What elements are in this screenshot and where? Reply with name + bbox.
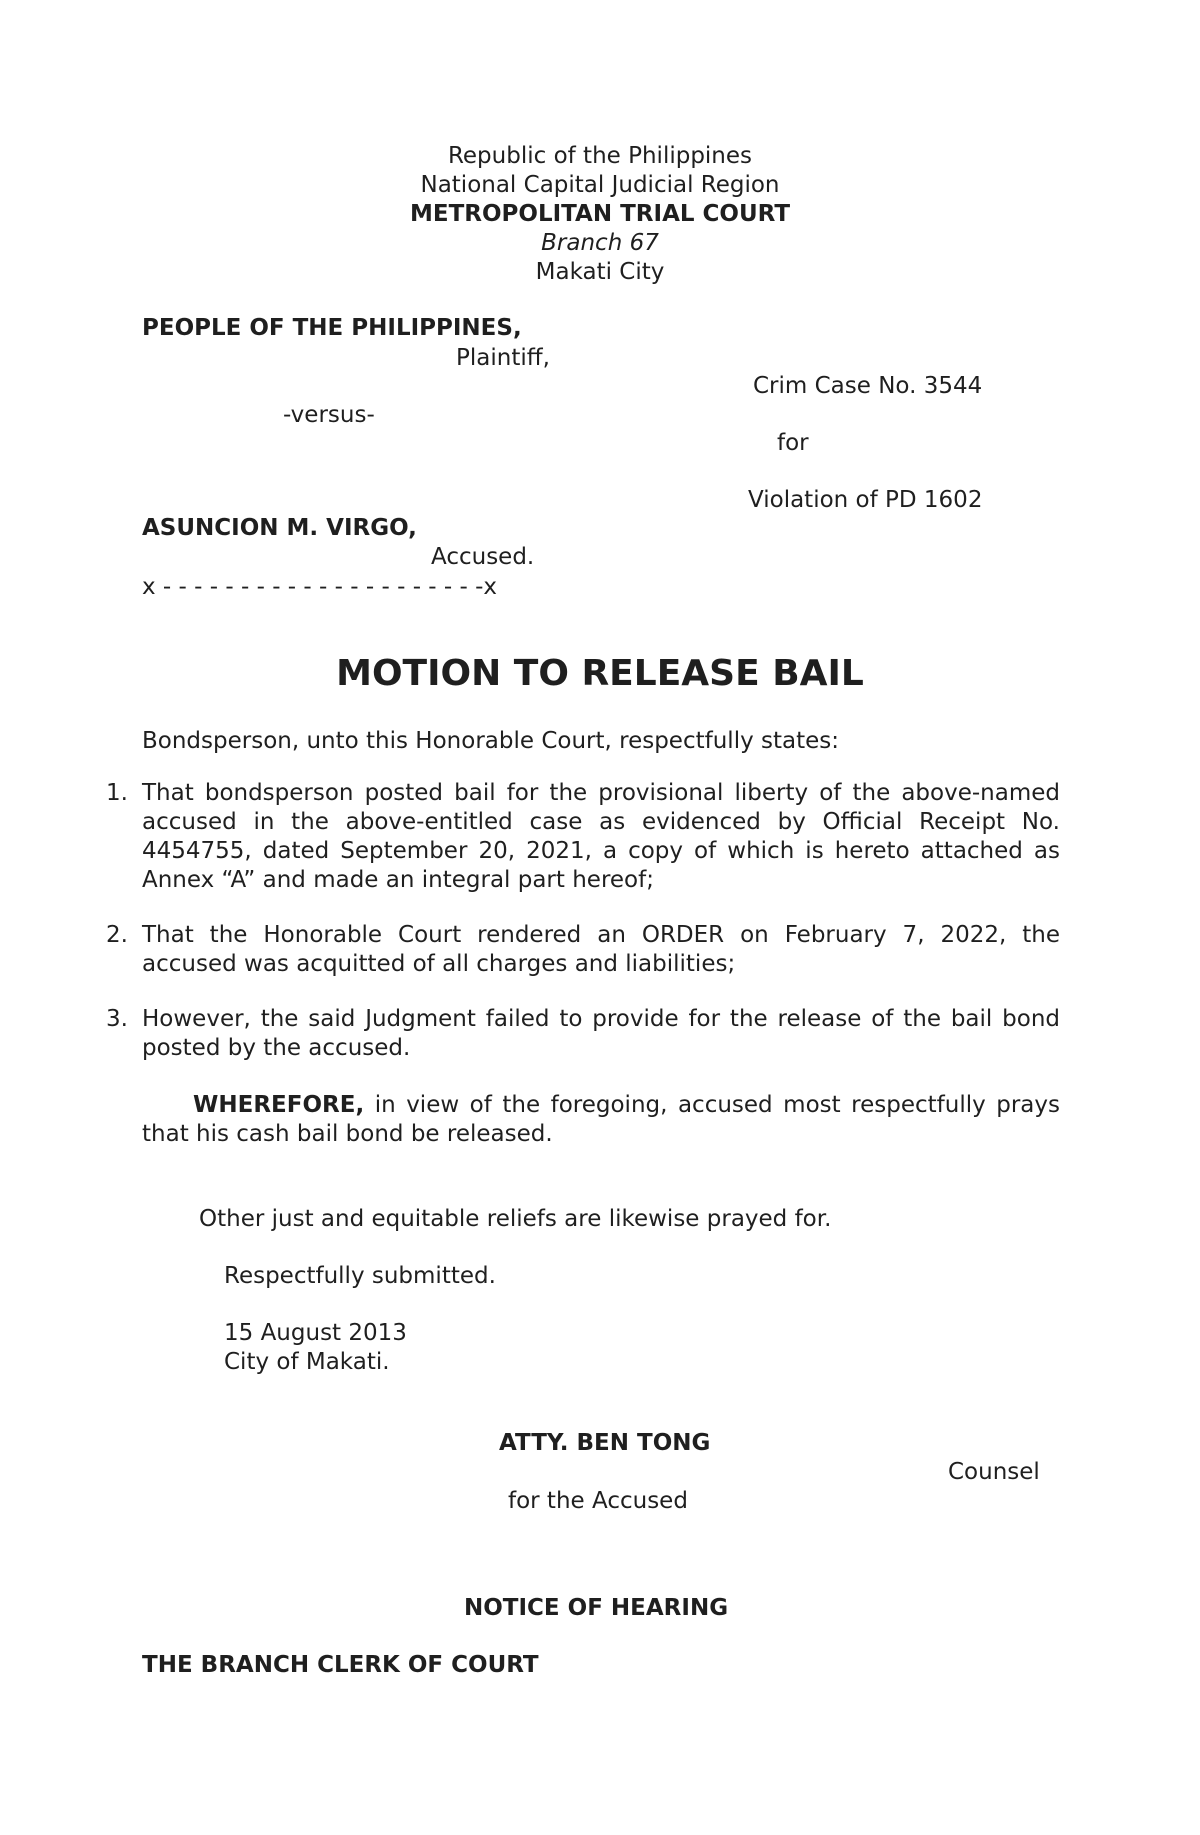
- header-branch: Branch 67: [541, 230, 659, 256]
- item-number: 1.: [106, 780, 128, 806]
- versus-label: -versus-: [283, 402, 375, 428]
- item-number: 2.: [106, 922, 128, 948]
- item-number: 3.: [106, 1006, 128, 1032]
- case-number: Crim Case No. 3544: [753, 373, 983, 399]
- respectfully-submitted: Respectfully submitted.: [224, 1263, 496, 1289]
- header-region: National Capital Judicial Region: [420, 172, 780, 198]
- signatory-name: ATTY. BEN TONG: [499, 1430, 711, 1456]
- case-violation: Violation of PD 1602: [748, 487, 983, 513]
- signatory-role: Counsel: [948, 1459, 1040, 1485]
- caption-separator: x - - - - - - - - - - - - - - - - - - - - -x: [142, 574, 498, 600]
- other-reliefs: Other just and equitable reliefs are likewise prayed for.: [199, 1206, 832, 1232]
- plaintiff-name: PEOPLE OF THE PHILIPPINES,: [142, 315, 522, 341]
- plaintiff-role: Plaintiff,: [456, 345, 550, 371]
- notice-heading: NOTICE OF HEARING: [464, 1595, 729, 1621]
- header-city: Makati City: [535, 259, 665, 285]
- item-text: That the Honorable Court rendered an ORDER on February 7, 2022, the accused was acquitted of all charges and liabilities;: [142, 922, 1060, 977]
- intro-statement: Bondsperson, unto this Honorable Court, respectfully states:: [142, 728, 839, 754]
- accused-role: Accused.: [431, 544, 535, 570]
- prayer-lead: WHEREFORE,: [193, 1092, 365, 1118]
- notice-addressee: THE BRANCH CLERK OF COURT: [142, 1652, 539, 1678]
- item-text: That bondsperson posted bail for the provisional liberty of the above-named accused in the above-entitled case as evidenced by Official Receipt No. 4454755, dated September 20, 2021, a copy of which is hereto attached as Annex “A” and made an integral part hereof;: [142, 780, 1060, 893]
- document-date: 15 August 2013: [224, 1320, 407, 1346]
- header-court: METROPOLITAN TRIAL COURT: [409, 201, 791, 227]
- prayer-text: in view of the foregoing, accused most respectfully prays that his cash bail bond be released.: [142, 1092, 1060, 1147]
- signatory-for: for the Accused: [508, 1488, 688, 1514]
- accused-name: ASUNCION M. VIRGO,: [142, 515, 417, 541]
- header-republic: Republic of the Philippines: [447, 143, 753, 169]
- motion-title: MOTION TO RELEASE BAIL: [336, 653, 864, 694]
- case-for: for: [777, 430, 809, 456]
- document-place: City of Makati.: [224, 1349, 390, 1375]
- item-text: However, the said Judgment failed to provide for the release of the bail bond posted by the accused.: [142, 1006, 1060, 1061]
- prayer-paragraph: [142, 1091, 1060, 1149]
